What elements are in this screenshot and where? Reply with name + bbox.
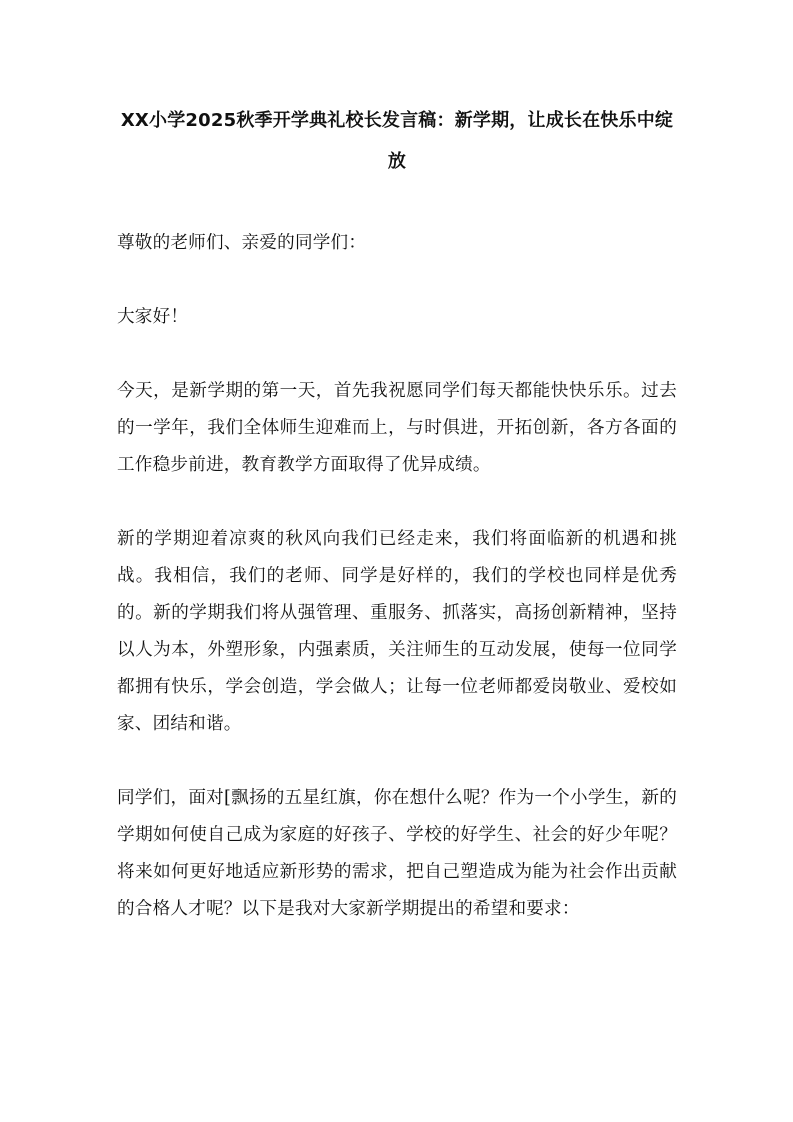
spacer <box>117 336 677 373</box>
salutation: 尊敬的老师们、亲爱的同学们： <box>117 233 367 253</box>
document-title: XX小学2025秋季开学典礼校长发言稿：新学期，让成长在快乐中绽放 <box>120 110 674 172</box>
spacer <box>117 743 677 780</box>
paragraph-3: 同学们，面对[飘扬的五星红旗，你在想什么呢？作为一个小学生，新的学期如何使自己成为家庭的好孩子、学校的好学生、社会的好少年呢？将来如何更好地适应新形势的需求，把自己塑造成为能为社会作出贡献的合格人才呢？以下是我对大家新学期提出的希望和要求： <box>117 788 677 919</box>
spacer <box>117 182 677 225</box>
spacer <box>117 262 677 299</box>
paragraph-2: 新的学期迎着凉爽的秋风向我们已经走来，我们将面临新的机遇和挑战。我相信，我们的老师、同学是好样的，我们的学校也同样是优秀的。新的学期我们将从强管理、重服务、抓落实，高扬创新精神，坚持以人为本，外塑形象，内强素质，关注师生的互动发展，使每一位同学都拥有快乐，学会创造，学会做人；让每一位老师都爱岗敬业、爱校如家、团结和谐。 <box>117 529 677 734</box>
paragraph-1: 今天，是新学期的第一天，首先我祝愿同学们每天都能快快乐乐。过去的一学年，我们全体师生迎难而上，与时俱进，开拓创新，各方各面的工作稳步前进，教育教学方面取得了优异成绩。 <box>117 381 677 475</box>
greeting: 大家好！ <box>117 307 189 327</box>
document-page <box>117 100 677 928</box>
spacer <box>117 484 677 521</box>
